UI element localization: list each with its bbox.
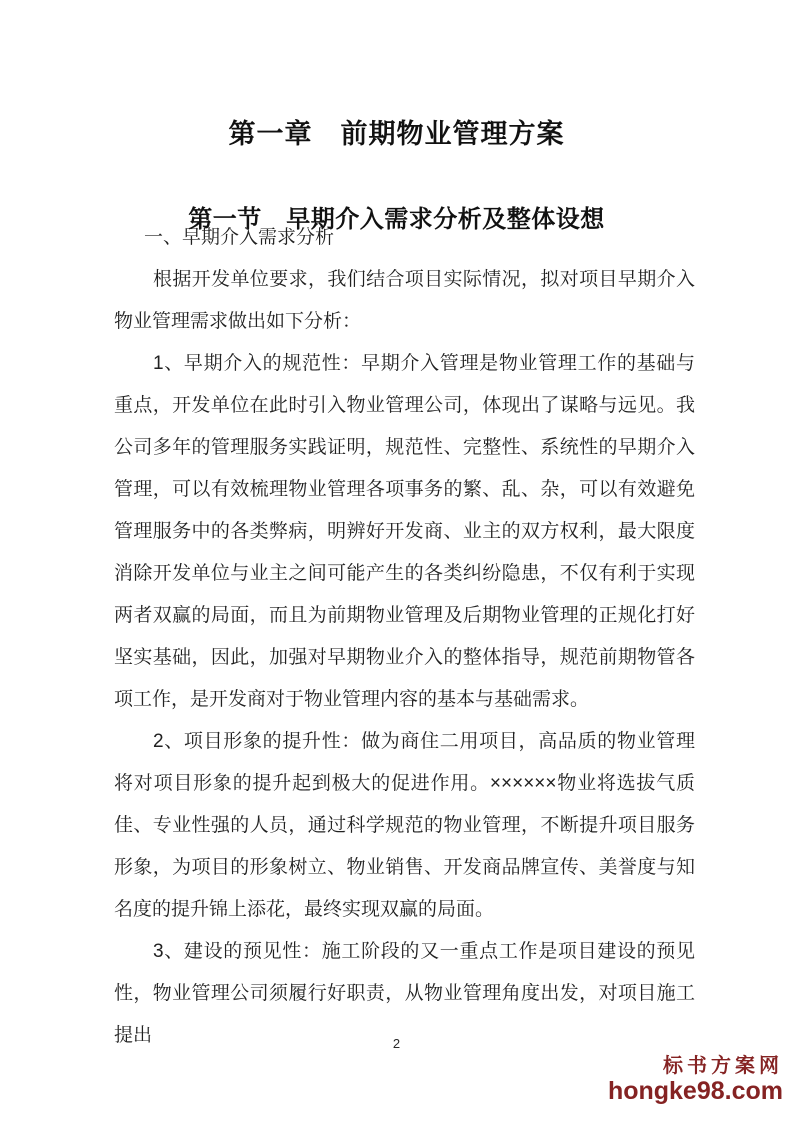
paragraph-point-1-standardization: 1、早期介入的规范性：早期介入管理是物业管理工作的基础与重点，开发单位在此时引入物业管理公司，体现出了谋略与远见。我公司多年的管理服务实践证明，规范性、完整性、系统性的早期介入管理，可以有效梳理物业管理各项事务的繁、乱、杂，可以有效避免管理服务中的各类弊病，明辨好开发商、业主的双方权利，最大限度消除开发单位与业主之间可能产生的各类纠纷隐患，不仅有利于实现两者双赢的局面，而且为前期物业管理及后期物业管理的正规化打好坚实基础，因此，加强对早期物业介入的整体指导，规范前期物管各项工作，是开发商对于物业管理内容的基本与基础需求。: [114, 353, 695, 710]
section-title: 第一节 早期介入需求分析及整体设想: [188, 205, 605, 233]
page-number: 2: [392, 1036, 401, 1051]
watermark: [608, 1056, 783, 1104]
paragraph-point-3-construction-foresight: 3、建设的预见性：施工阶段的又一重点工作是项目建设的预见性，物业管理公司须履行好职责，从物业管理角度出发，对项目施工提出: [114, 941, 695, 1046]
paragraph-point-2-image-enhancement: 2、项目形象的提升性：做为商住二用项目，高品质的物业管理将对项目形象的提升起到极大的促进作用。××××××物业将选拔气质佳、专业性强的人员，通过科学规范的物业管理，不断提升项目服务形象，为项目的形象树立、物业销售、开发商品牌宣传、美誉度与知名度的提升锦上添花，最终实现双赢的局面。: [114, 731, 695, 920]
watermark-site-name: 标书方案网: [663, 1055, 783, 1077]
watermark-site-url: hongke98.com: [607, 1077, 783, 1105]
list-heading-early-intervention: 一、早期介入需求分析: [144, 227, 335, 248]
document-body: [114, 217, 695, 1057]
paragraph-intro: 根据开发单位要求，我们结合项目实际情况，拟对项目早期介入物业管理需求做出如下分析：: [114, 269, 695, 332]
chapter-title: 第一章 前期物业管理方案: [228, 119, 565, 150]
